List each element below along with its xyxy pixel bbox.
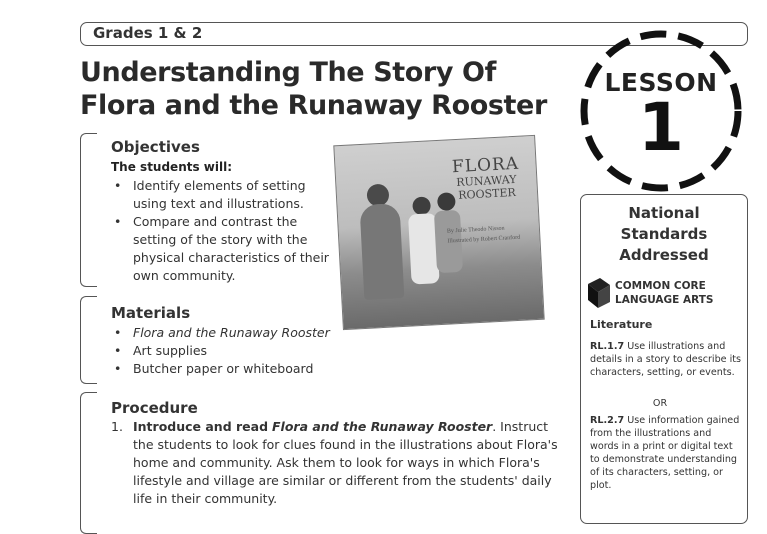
page-title	[80, 56, 547, 122]
grade-label: Grades 1 & 2	[93, 24, 203, 42]
standard-rl-2-7: RL.2.7 Use information gained from the illustrations and words in a print or digital text to demonstrate understanding of its characters, setting, or plot.	[590, 415, 740, 491]
procedure-step-number: 1.	[111, 419, 123, 434]
or-separator: OR	[652, 398, 668, 409]
material-item: • Butcher paper or whiteboard	[111, 360, 351, 378]
procedure-step-text: . Instruct the students to look for clues found in the illustrations about Flora's home and community. Ask them to look for ways in which Flora's lifestyle and village are similar or different from the students' daily life in their community.	[133, 419, 558, 506]
objectives-list	[111, 177, 331, 285]
cover-figure-body	[359, 203, 404, 300]
cover-title: FLORA RUNAWAY ROOSTER	[451, 153, 520, 202]
objectives-heading: Objectives	[111, 138, 200, 156]
cover-illustrator: Illustrated by Robert Cranford	[447, 234, 521, 245]
lesson-number: 1	[638, 89, 684, 166]
book-icon	[586, 276, 612, 310]
procedure-step	[111, 418, 561, 508]
materials-heading: Materials	[111, 304, 191, 322]
materials-bracket	[80, 296, 97, 384]
objectives-intro: The students will:	[111, 160, 233, 174]
material-item: • Flora and the Runaway Rooster	[111, 324, 351, 342]
procedure-book-title: Flora and the Runaway Rooster	[272, 419, 493, 434]
procedure-heading: Procedure	[111, 399, 198, 417]
literature-label: Literature	[590, 318, 653, 331]
objective-item: • Compare and contrast the setting of the story with the physical characteristics of their own community.	[111, 213, 331, 285]
procedure-step-lead: Introduce and read	[133, 419, 269, 434]
lesson-label: LESSON	[604, 68, 718, 97]
cover-child-head	[412, 196, 431, 215]
title-line-1: Understanding The Story Of	[80, 57, 496, 88]
book-cover-image	[333, 135, 544, 330]
standard-rl-1-7: RL.1.7 Use illustrations and details in a story to describe its characters, setting, or events.	[590, 341, 742, 378]
procedure-bracket	[80, 392, 97, 534]
objectives-bracket	[80, 133, 97, 287]
title-line-2: Flora and the Runaway Rooster	[80, 90, 547, 121]
materials-list	[111, 324, 351, 378]
standards-title: National Standards Addressed	[619, 204, 709, 264]
material-item: • Art supplies	[111, 342, 351, 360]
cover-author: By Julie Theodo Nisson	[446, 225, 505, 235]
common-core-label: COMMON CORE LANGUAGE ARTS	[615, 280, 714, 306]
objective-item: • Identify elements of setting using text and illustrations.	[111, 177, 331, 213]
